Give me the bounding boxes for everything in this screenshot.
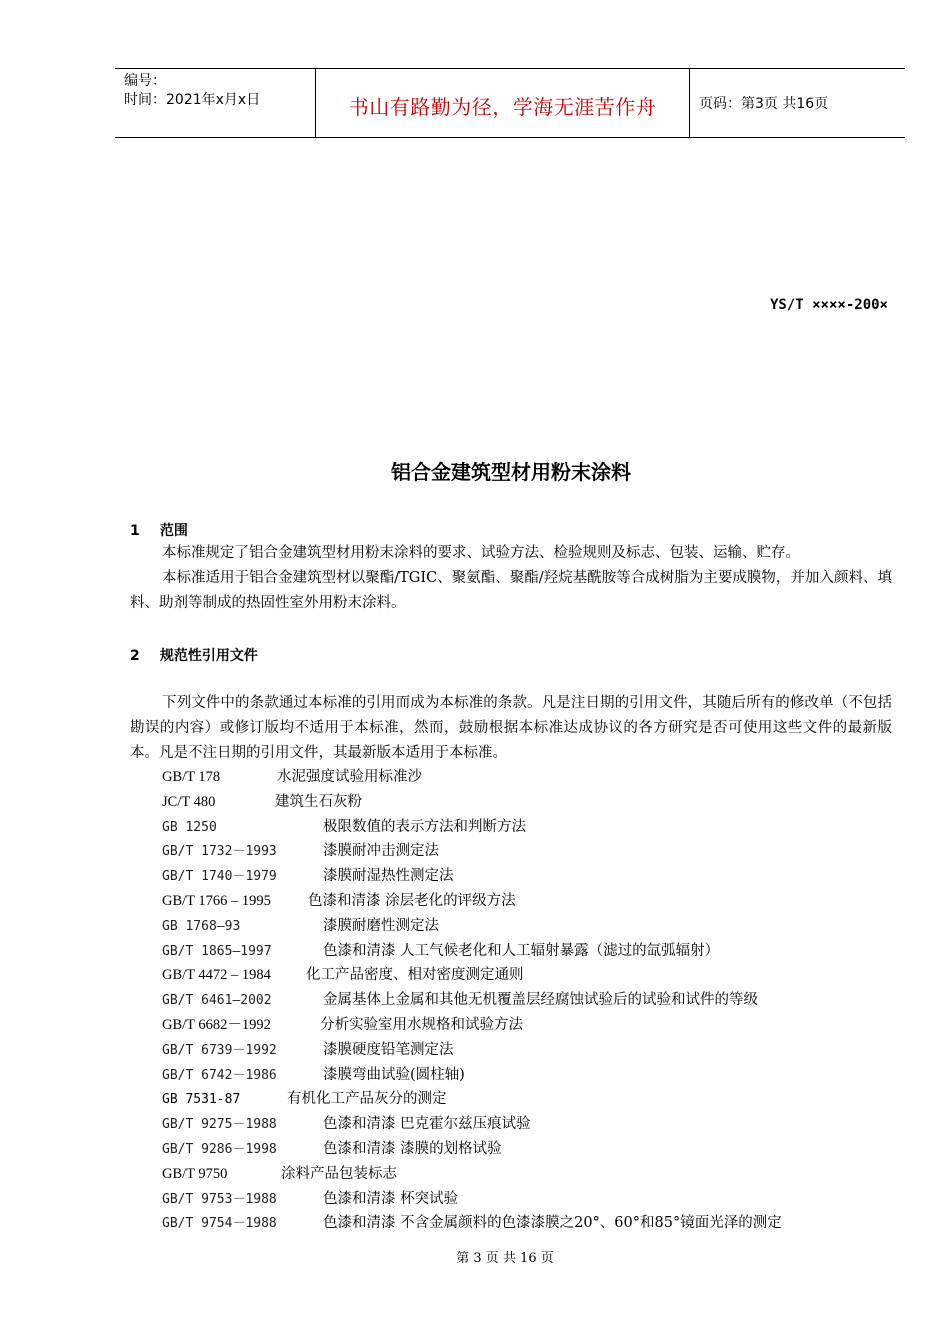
list-item [162,839,782,864]
list-item [162,914,782,939]
reference-code: GB/T 1740－1979 [162,869,277,885]
reference-title: 金属基体上金属和其他无机覆盖层经腐蚀试验后的试验和试件的等级 [323,992,758,1009]
reference-title: 建筑生石灰粉 [275,793,362,810]
reference-code: GB/T 4472 – 1984 [162,967,271,984]
standard-code: YS/T ××××-200× [769,297,888,313]
list-item [162,963,782,988]
reference-list [162,765,782,1236]
section-heading-scope [130,520,188,540]
list-item [162,864,782,889]
section-title: 范围 [159,523,188,539]
reference-code: GB/T 1766 – 1995 [162,892,271,909]
reference-code: GB 7531-87 [162,1092,241,1108]
reference-code: GB/T 9275－1988 [162,1117,277,1133]
reference-code: GB/T 9750 [162,1165,228,1182]
reference-title: 色漆和清漆 人工气候老化和人工辐射暴露（滤过的氙弧辐射） [323,942,720,959]
reference-title: 有机化工产品灰分的测定 [287,1091,447,1108]
reference-title: 涂料产品包装标志 [281,1165,397,1182]
reference-code: GB/T 6739－1992 [162,1042,277,1058]
section-number: 1 [130,523,140,539]
reference-title: 色漆和清漆 不含金属颜料的色漆漆膜之20°、60°和85°镜面光泽的测定 [323,1215,782,1232]
list-item [162,1038,782,1063]
list-item [162,1063,782,1088]
list-item [162,988,782,1013]
header-number: 编号： [124,73,166,89]
page-footer: 第 3 页 共 16 页 [456,1251,554,1266]
reference-title: 分析实验室用水规格和试验方法 [320,1016,523,1033]
reference-title: 漆膜硬度铅笔测定法 [323,1041,454,1058]
reference-title: 漆膜耐冲击测定法 [323,843,439,860]
list-item [162,1187,782,1212]
list-item [162,815,782,840]
list-item [162,765,782,790]
reference-code: GB/T 1865—1997 [162,943,272,959]
header-page-info: 页码：第3页 共16页 [699,96,829,112]
list-item [162,1087,782,1112]
reference-code: GB 1250 [162,819,217,835]
paragraph: 本标准适用于铝合金建筑型材以聚酯/TGIC、聚氨酯、聚酯/羟烷基酰胺等合成树脂为主要成膜物，并加入颜料、填料、助剂等制成的热固性室外用粉末涂料。 [130,570,892,611]
list-item [162,1013,782,1038]
list-item [162,790,782,815]
page-header [115,68,905,138]
paragraph: 本标准规定了铝合金建筑型材用粉末涂料的要求、试验方法、检验规则及标志、包装、运输、贮存。 [162,545,800,561]
reference-code: GB/T 6742－1986 [162,1067,277,1083]
paragraph: 下列文件中的条款通过本标准的引用而成为本标准的条款。凡是注日期的引用文件，其随后所有的修改单（不包括勘误的内容）或修订版均不适用于本标准，然而，鼓励根据本标准达成协议的各方研究是否可使用这些文件的最新版本。凡是不注日期的引用文件，其最新版本适用于本标准。 [130,695,892,761]
list-item [162,939,782,964]
reference-code: GB/T 9286－1998 [162,1141,277,1157]
list-item [162,889,782,914]
reference-code: GB 1768—93 [162,918,241,934]
reference-title: 色漆和清漆 巴克霍尔兹压痕试验 [323,1116,531,1133]
section-number: 2 [130,648,140,664]
document-title: 铝合金建筑型材用粉末涂料 [391,460,631,484]
reference-title: 漆膜弯曲试验(圆柱轴) [323,1066,465,1083]
list-item [162,1211,782,1236]
header-meta [124,72,260,110]
reference-code: GB/T 9754－1988 [162,1216,277,1232]
reference-title: 色漆和清漆 涂层老化的评级方法 [308,892,516,909]
reference-code: GB/T 6461—2002 [162,993,272,1009]
list-item [162,1137,782,1162]
section-heading-references [130,645,258,665]
section-title: 规范性引用文件 [159,648,258,664]
reference-code: GB/T 1732－1993 [162,844,277,860]
reference-code: JC/T 480 [162,793,216,810]
reference-code: GB/T 9753－1988 [162,1191,277,1207]
header-motto: 书山有路勤为径，学海无涯苦作舟 [348,95,657,119]
reference-title: 漆膜耐湿热性测定法 [323,868,454,885]
list-item [162,1162,782,1187]
list-item [162,1112,782,1137]
reference-title: 色漆和清漆 杯突试验 [323,1190,459,1207]
header-divider [689,69,690,137]
reference-title: 漆膜耐磨性测定法 [323,917,439,934]
reference-title: 化工产品密度、相对密度测定通则 [306,967,524,984]
reference-code: GB/T 6682－1992 [162,1016,271,1033]
reference-code: GB/T 178 [162,769,221,785]
header-time: 时间：2021年x月x日 [124,92,261,108]
reference-title: 色漆和清漆 漆膜的划格试验 [323,1140,502,1157]
reference-title: 极限数值的表示方法和判断方法 [323,818,526,835]
reference-title: 水泥强度试验用标准沙 [277,769,422,785]
